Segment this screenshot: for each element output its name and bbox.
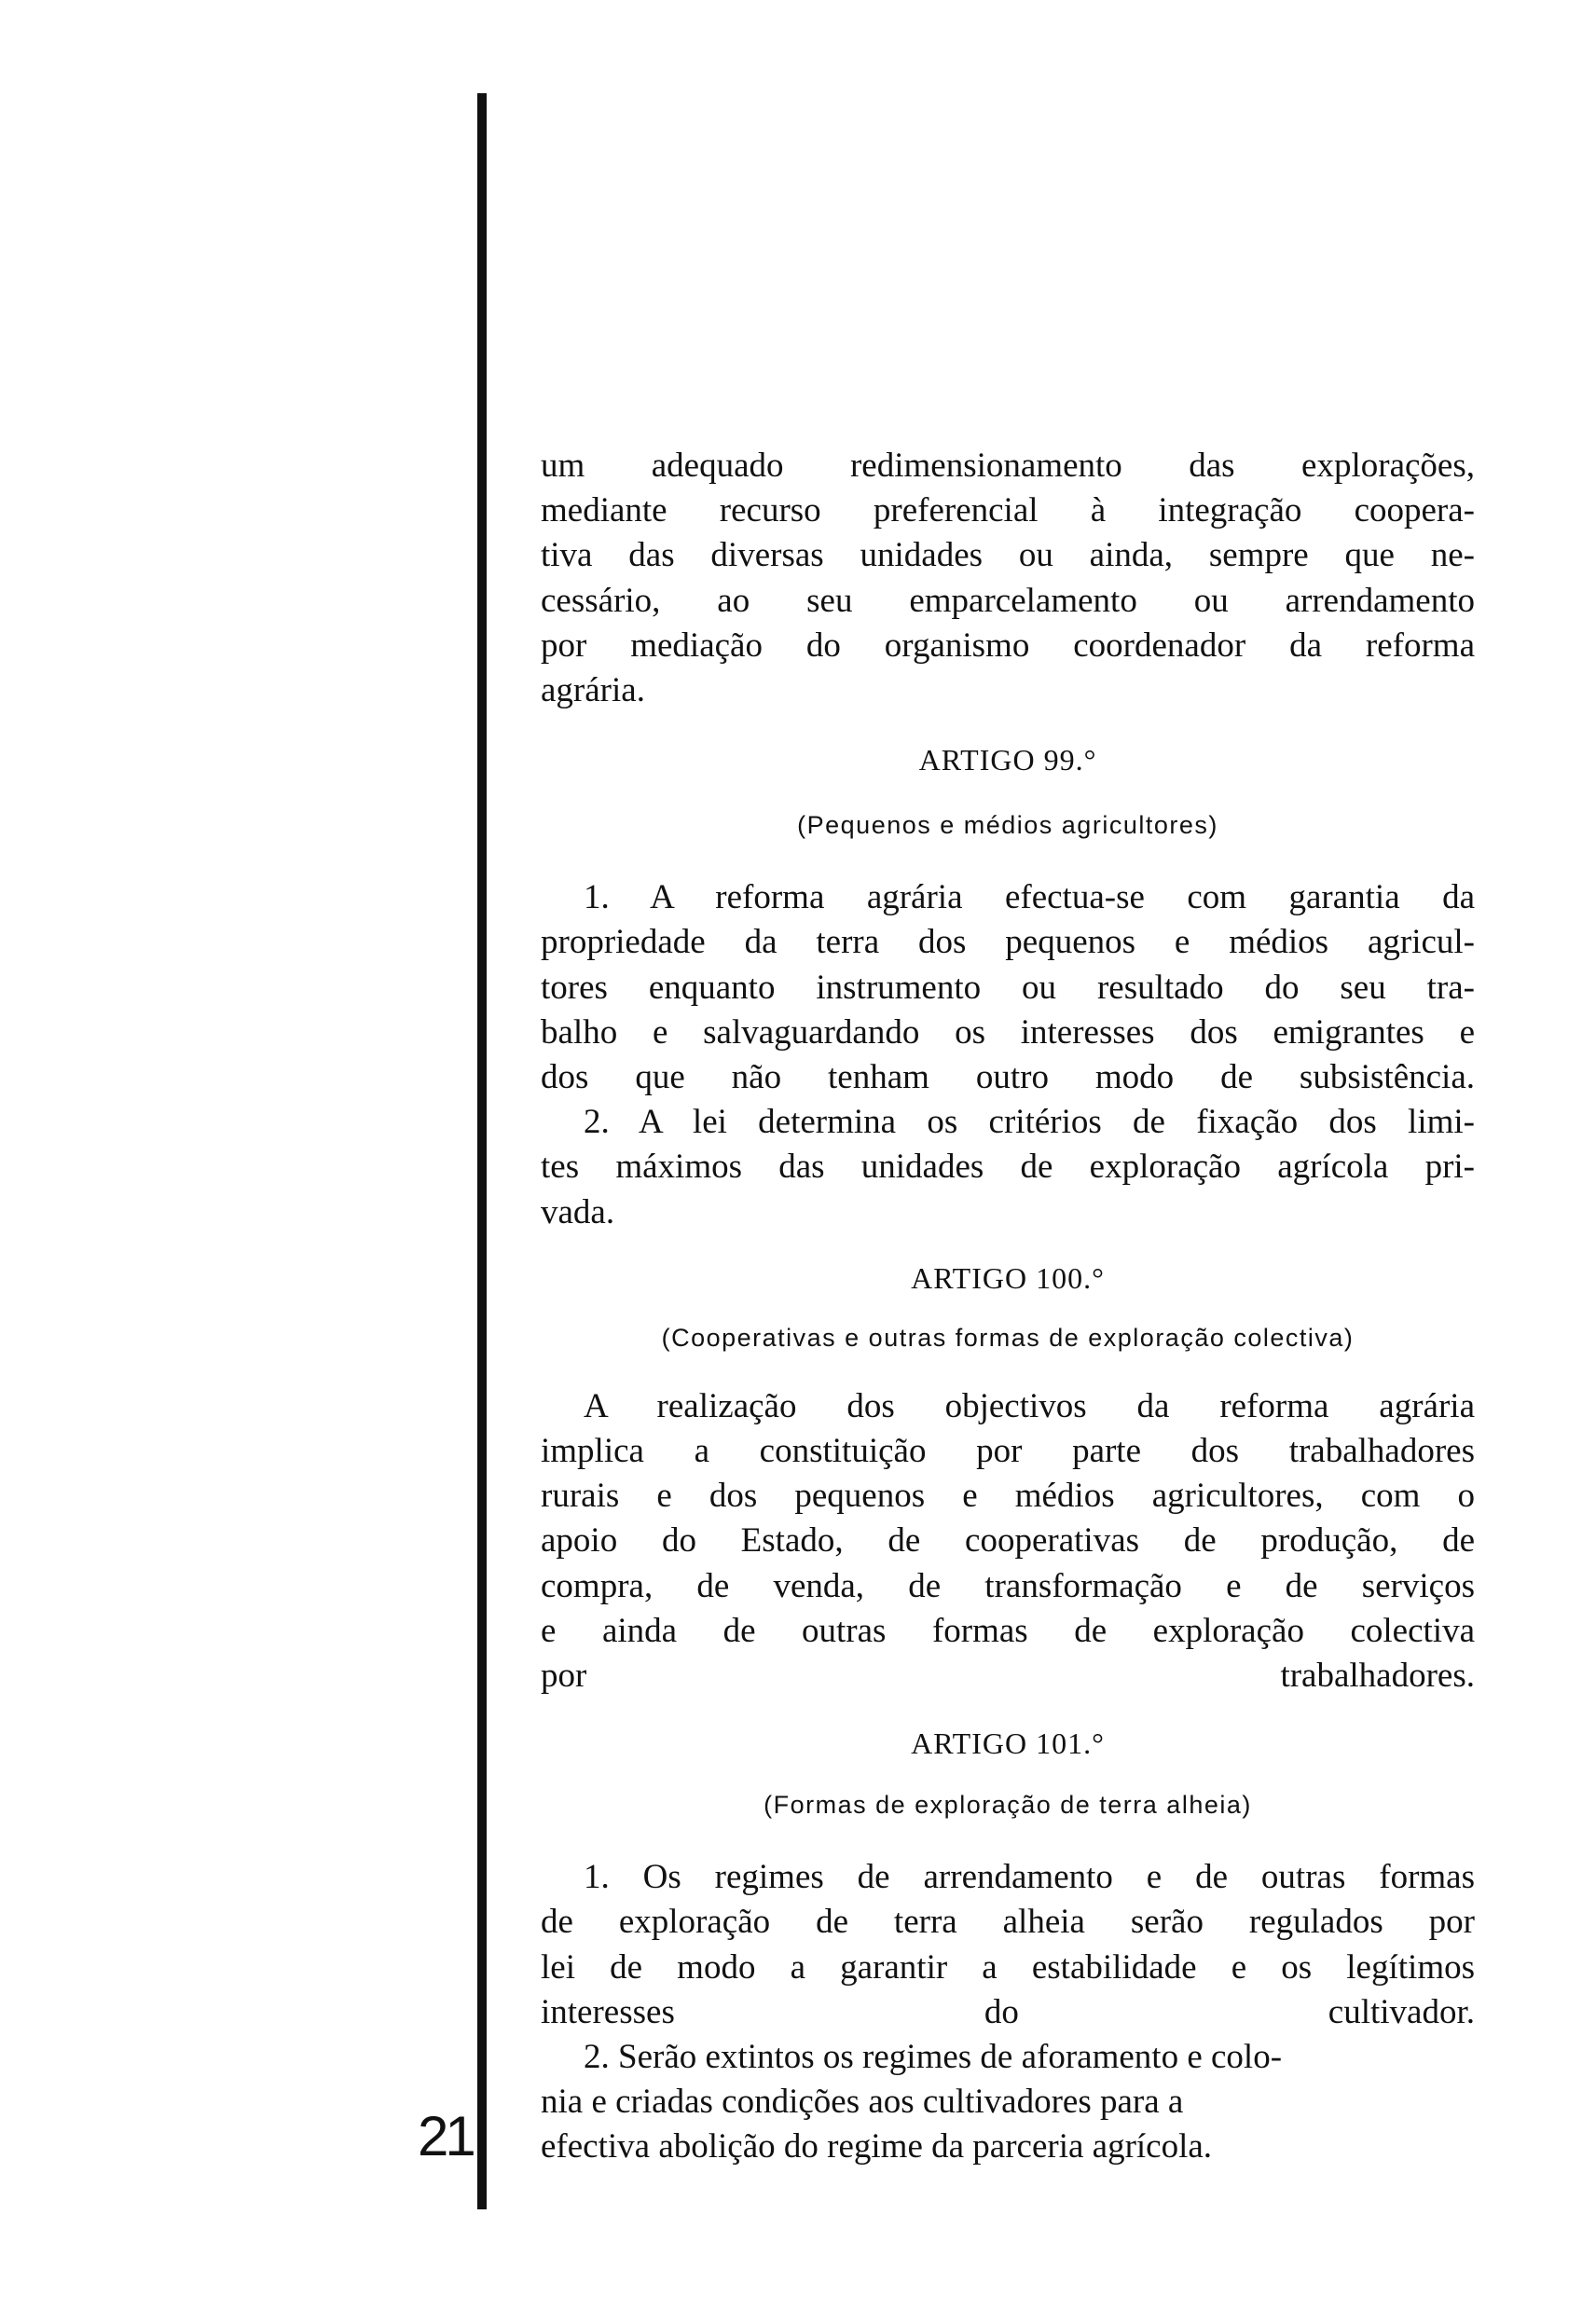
article-99-caption: (Pequenos e médios agricultores): [797, 811, 1218, 840]
text-line: lei de modo a garantir a estabilidade e os legítimos: [541, 1947, 1475, 1987]
article-101-paragraph-2: [541, 2035, 1475, 2170]
article-101-paragraph-1: [541, 1855, 1475, 2035]
text-line: nia e criadas condições aos cultivadores para a: [541, 2083, 1184, 2122]
text-line: implica a constituição por parte dos trabalhadores: [541, 1432, 1475, 1471]
article-99-paragraph-2: [541, 1100, 1475, 1235]
text-line: efectiva abolição do regime da parceria agrícola.: [541, 2127, 1213, 2166]
text-line: balho e salvaguardando os interesses dos emigrantes e: [541, 1012, 1475, 1052]
text-line: tiva das diversas unidades ou ainda, sempre que ne-: [541, 536, 1475, 575]
article-100-heading: ARTIGO 100.°: [911, 1260, 1105, 1295]
text-line: mediante recurso preferencial à integração coopera-: [541, 491, 1475, 530]
text-line: um adequado redimensionamento das explorações,: [541, 447, 1475, 485]
article-100-caption: (Cooperativas e outras formas de exploração colectiva): [661, 1323, 1355, 1352]
text-line: A realização dos objectivos da reforma agrária: [584, 1386, 1475, 1425]
text-line: por mediação do organismo coordenador da reforma: [541, 626, 1475, 665]
text-line: vada.: [541, 1192, 615, 1231]
article-99-paragraph-1: [541, 875, 1475, 1100]
text-line: agrária.: [541, 671, 645, 710]
text-line: de exploração de terra alheia serão regulados por: [541, 1903, 1475, 1942]
text-line: propriedade da terra dos pequenos e médios agricul-: [541, 923, 1475, 962]
text-line: apoio do Estado, de cooperativas de produção, de: [541, 1521, 1475, 1561]
text-line: 1. A reforma agrária efectua-se com garantia da: [584, 878, 1475, 917]
text-line: por trabalhadores.: [541, 1657, 1475, 1696]
text-line: 2. Serão extintos os regimes de aforamento e colo-: [584, 2038, 1283, 2077]
article-101-heading: ARTIGO 101.°: [911, 1726, 1105, 1761]
text-column: [541, 444, 1475, 2170]
page-number: 21: [418, 2105, 473, 2167]
text-line: rurais e dos pequenos e médios agricultores, com o: [541, 1477, 1475, 1516]
text-line: tes máximos das unidades de exploração agrícola pri-: [541, 1148, 1475, 1187]
article-100-paragraph: [541, 1384, 1475, 1699]
text-line: e ainda de outras formas de exploração colectiva: [541, 1611, 1475, 1650]
text-line: interesses do cultivador.: [541, 1992, 1475, 2031]
intro-paragraph: [541, 444, 1475, 713]
text-line: cessário, ao seu emparcelamento ou arrendamento: [541, 581, 1475, 620]
text-line: tores enquanto instrumento ou resultado do seu tra-: [541, 968, 1475, 1007]
article-101-caption: (Formas de exploração de terra alheia): [764, 1791, 1252, 1820]
vertical-margin-rule: [477, 93, 487, 2209]
text-line: 2. A lei determina os critérios de fixação dos limi-: [584, 1103, 1475, 1142]
text-line: dos que não tenham outro modo de subsistência.: [541, 1058, 1475, 1097]
text-line: compra, de venda, de transformação e de serviços: [541, 1566, 1475, 1605]
text-line: 1. Os regimes de arrendamento e de outras formas: [584, 1858, 1475, 1897]
article-99-heading: ARTIGO 99.°: [918, 743, 1097, 777]
